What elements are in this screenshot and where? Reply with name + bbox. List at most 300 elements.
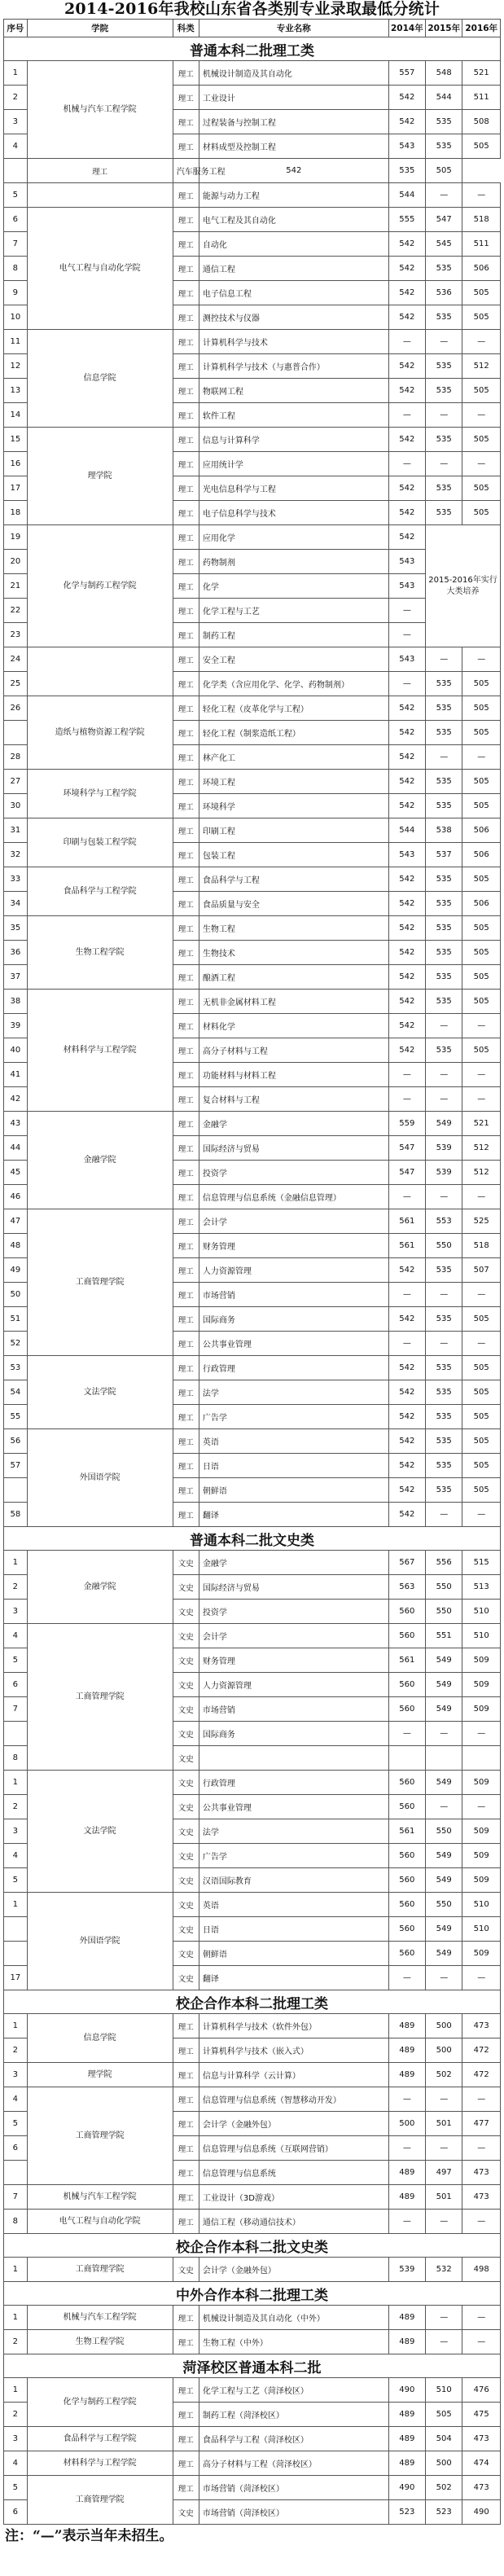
table-row bbox=[4, 770, 501, 794]
score-2016-cell: — bbox=[462, 745, 501, 770]
kind-cell: 理工 bbox=[173, 672, 199, 696]
major-cell: 信息管理与信息系统（互联网营销） bbox=[199, 2136, 388, 2161]
score-2016-cell: 509 bbox=[462, 1771, 501, 1795]
score-2015-cell: 538 bbox=[426, 818, 462, 843]
kind-cell: 理工 bbox=[173, 501, 199, 525]
score-2016-cell: 506 bbox=[462, 892, 501, 916]
score-2014-cell: 542 bbox=[388, 916, 425, 941]
college-cell: 生物工程学院 bbox=[27, 2330, 173, 2354]
score-2016-cell: 512 bbox=[462, 1161, 501, 1185]
score-2014-cell: 489 bbox=[388, 2403, 425, 2427]
major-cell: 计算机科学与技术（嵌入式） bbox=[199, 2038, 388, 2063]
score-2014-cell: 500 bbox=[388, 2112, 425, 2136]
kind-cell: 理工 bbox=[173, 843, 199, 867]
major-cell: 通信工程（移动通信技术） bbox=[199, 2210, 388, 2234]
score-2015-cell: 535 bbox=[426, 770, 462, 794]
seq-cell: 1 bbox=[4, 1771, 28, 1795]
seq-cell: 50 bbox=[4, 1283, 28, 1307]
section-header-row bbox=[4, 2354, 501, 2378]
seq-cell: 16 bbox=[4, 452, 28, 476]
kind-cell: 理工 bbox=[173, 1307, 199, 1332]
score-2015-cell: 535 bbox=[426, 867, 462, 892]
seq-cell: 2 bbox=[4, 1575, 28, 1600]
score-2015-cell: — bbox=[426, 403, 462, 428]
seq-cell: 26 bbox=[4, 696, 28, 721]
score-2016-cell: 508 bbox=[462, 110, 501, 134]
score-2016-cell: 505 bbox=[426, 159, 462, 183]
score-2016-cell: 515 bbox=[462, 1551, 501, 1575]
kind-cell: 理工 bbox=[173, 330, 199, 354]
college-cell: 食品科学与工程学院 bbox=[27, 867, 173, 916]
score-2014-cell: 489 bbox=[388, 2014, 425, 2038]
seq-cell: 54 bbox=[4, 1380, 28, 1405]
kind-cell: 理工 bbox=[173, 2185, 199, 2210]
score-2015-cell: — bbox=[426, 330, 462, 354]
major-cell: 高分子材料与工程（菏泽校区） bbox=[199, 2451, 388, 2476]
score-2014-cell: 489 bbox=[388, 2185, 425, 2210]
score-2015-cell: 551 bbox=[426, 1624, 462, 1648]
score-2014-cell: 567 bbox=[388, 1551, 425, 1575]
seq-cell bbox=[4, 1942, 28, 1966]
score-2016-cell: 473 bbox=[462, 2476, 501, 2500]
score-2016-cell: 505 bbox=[462, 1356, 501, 1380]
score-2014-cell: 544 bbox=[388, 183, 425, 208]
major-cell: 机械设计制造及其自动化（中外） bbox=[199, 2306, 388, 2330]
score-2015-cell: 549 bbox=[426, 1112, 462, 1136]
table-body bbox=[4, 37, 501, 2525]
major-cell: 安全工程 bbox=[199, 647, 388, 672]
table-row bbox=[4, 990, 501, 1014]
seq-cell: 41 bbox=[4, 1063, 28, 1087]
score-2014-cell: 559 bbox=[388, 1112, 425, 1136]
kind-cell: 理工 bbox=[173, 2451, 199, 2476]
kind-cell: 理工 bbox=[173, 1087, 199, 1112]
table-row bbox=[4, 916, 501, 941]
seq-cell: 6 bbox=[4, 1673, 28, 1697]
seq-cell: 2 bbox=[4, 86, 28, 110]
seq-cell: 3 bbox=[4, 2427, 28, 2451]
score-2014-cell: — bbox=[388, 1283, 425, 1307]
seq-cell: 5 bbox=[4, 183, 28, 208]
kind-cell: 理工 bbox=[173, 2038, 199, 2063]
kind-cell: 文史 bbox=[173, 1746, 199, 1771]
college-cell: 金融学院 bbox=[27, 1112, 173, 1209]
seq-cell: 25 bbox=[4, 672, 28, 696]
seq-cell: 11 bbox=[4, 330, 28, 354]
kind-cell: 理工 bbox=[173, 965, 199, 990]
score-2014-cell: 560 bbox=[388, 1771, 425, 1795]
score-2014-cell: 542 bbox=[388, 721, 425, 745]
score-2016-cell: — bbox=[462, 1283, 501, 1307]
kind-cell: 文史 bbox=[173, 2500, 199, 2525]
score-2016-cell: 505 bbox=[462, 916, 501, 941]
score-2015-cell: 535 bbox=[426, 941, 462, 965]
score-2014-cell: 560 bbox=[388, 1795, 425, 1819]
kind-cell: 理工 bbox=[173, 574, 199, 599]
score-2016-cell: 505 bbox=[462, 134, 501, 159]
seq-cell: 44 bbox=[4, 1136, 28, 1161]
score-2015-cell: — bbox=[426, 2306, 462, 2330]
kind-cell: 理工 bbox=[173, 1454, 199, 1478]
major-cell: 电子信息科学与技术 bbox=[199, 501, 388, 525]
score-2015-cell: 549 bbox=[426, 1942, 462, 1966]
kind-cell: 理工 bbox=[173, 1258, 199, 1283]
college-cell: 工商管理学院 bbox=[27, 2258, 173, 2282]
score-2016-cell: 505 bbox=[462, 941, 501, 965]
table-row bbox=[4, 2258, 501, 2282]
score-2016-cell: 505 bbox=[462, 1307, 501, 1332]
kind-cell: 文史 bbox=[173, 1575, 199, 1600]
kind-cell: 理工 bbox=[173, 281, 199, 305]
score-2014-cell: — bbox=[388, 330, 425, 354]
table-row bbox=[4, 2014, 501, 2038]
seq-cell: 48 bbox=[4, 1234, 28, 1258]
seq-cell: 2 bbox=[4, 2403, 28, 2427]
table-row bbox=[4, 2185, 501, 2210]
score-2015-cell: — bbox=[426, 1795, 462, 1819]
table-row bbox=[4, 525, 501, 550]
table-row bbox=[4, 1356, 501, 1380]
score-2014-cell: 542 bbox=[388, 525, 425, 550]
seq-cell: 55 bbox=[4, 1405, 28, 1429]
score-2016-cell: — bbox=[462, 403, 501, 428]
score-2015-cell: — bbox=[426, 2330, 462, 2354]
score-2015-cell: 545 bbox=[426, 232, 462, 257]
score-2015-cell: 535 bbox=[426, 501, 462, 525]
kind-cell: 文史 bbox=[173, 1942, 199, 1966]
score-2015-cell: 535 bbox=[426, 696, 462, 721]
table-row bbox=[4, 2063, 501, 2087]
kind-cell: 理工 bbox=[173, 1380, 199, 1405]
kind-cell: 理工 bbox=[173, 867, 199, 892]
score-2014-cell: 560 bbox=[388, 1868, 425, 1893]
score-2016-cell: — bbox=[462, 2330, 501, 2354]
score-2014-cell: 542 bbox=[388, 476, 425, 501]
seq-cell: 5 bbox=[4, 2112, 28, 2136]
seq-cell: 8 bbox=[4, 257, 28, 281]
score-2015-cell: 549 bbox=[426, 1771, 462, 1795]
score-2014-cell: — bbox=[388, 623, 425, 647]
kind-cell: 文史 bbox=[173, 2258, 199, 2282]
kind-cell: 理工 bbox=[173, 1503, 199, 1527]
kind-cell: 理工 bbox=[173, 1161, 199, 1185]
score-2014-cell: 542 bbox=[388, 110, 425, 134]
section-header-row bbox=[4, 2234, 501, 2258]
kind-cell: 理工 bbox=[173, 941, 199, 965]
score-2014-cell: 542 bbox=[388, 1356, 425, 1380]
seq-cell: 1 bbox=[4, 1893, 28, 1917]
score-2015-cell: 535 bbox=[426, 379, 462, 403]
kind-cell: 理工 bbox=[173, 61, 199, 86]
kind-cell: 理工 bbox=[173, 257, 199, 281]
score-2016-cell: 505 bbox=[462, 721, 501, 745]
kind-cell: 理工 bbox=[173, 2476, 199, 2500]
major-cell: 材料成型及控制工程 bbox=[199, 134, 388, 159]
kind-cell: 理工 bbox=[173, 770, 199, 794]
score-2016-cell: — bbox=[462, 1087, 501, 1112]
kind-cell: 文史 bbox=[173, 1819, 199, 1844]
college-cell: 化学与制药工程学院 bbox=[27, 2378, 173, 2427]
score-2016-cell: — bbox=[462, 1185, 501, 1209]
score-2015-cell: 550 bbox=[426, 1893, 462, 1917]
score-2014-cell: 542 bbox=[388, 257, 425, 281]
score-2014-cell: 542 bbox=[388, 1307, 425, 1332]
score-2016-cell: 505 bbox=[462, 281, 501, 305]
college-cell: 电气工程与自动化学院 bbox=[27, 208, 173, 330]
seq-cell: 6 bbox=[4, 2500, 28, 2525]
major-cell: 轻化工程（皮革化学与工程） bbox=[199, 696, 388, 721]
kind-cell: 文史 bbox=[173, 1600, 199, 1624]
score-2014-cell: 542 bbox=[388, 990, 425, 1014]
kind-cell: 理工 bbox=[173, 745, 199, 770]
major-cell: 复合材料与工程 bbox=[199, 1087, 388, 1112]
major-cell: 金融学 bbox=[199, 1112, 388, 1136]
seq-cell: 27 bbox=[4, 770, 28, 794]
score-2016-cell: 509 bbox=[462, 1819, 501, 1844]
seq-cell: 19 bbox=[4, 525, 28, 550]
seq-cell: 37 bbox=[4, 965, 28, 990]
table-row bbox=[4, 1771, 501, 1795]
seq-cell: 1 bbox=[4, 2258, 28, 2282]
kind-cell: 文史 bbox=[173, 1868, 199, 1893]
score-2016-cell: 505 bbox=[462, 770, 501, 794]
seq-cell: 30 bbox=[4, 794, 28, 818]
seq-cell: 15 bbox=[4, 428, 28, 452]
score-2015-cell: 535 bbox=[426, 916, 462, 941]
kind-cell: 理工 bbox=[173, 2063, 199, 2087]
table-row bbox=[4, 1551, 501, 1575]
seq-cell: 2 bbox=[4, 2330, 28, 2354]
section-title: 菏泽校区普通本科二批 bbox=[4, 2354, 501, 2378]
score-2016-cell: 510 bbox=[462, 1917, 501, 1942]
major-cell: 物联网工程 bbox=[199, 379, 388, 403]
score-2015-cell: 548 bbox=[426, 61, 462, 86]
score-2015-cell bbox=[426, 1746, 462, 1771]
score-2014-cell: 561 bbox=[388, 1648, 425, 1673]
score-2015-cell: 535 bbox=[426, 892, 462, 916]
header-kind: 科类 bbox=[173, 20, 199, 37]
score-2015-cell: 535 bbox=[426, 672, 462, 696]
score-2015-cell: 535 bbox=[426, 1038, 462, 1063]
score-2015-cell: 535 bbox=[426, 305, 462, 330]
table-row bbox=[4, 1624, 501, 1648]
major-cell: 计算机科学与技术 bbox=[199, 330, 388, 354]
college-cell: 理学院 bbox=[27, 428, 173, 525]
seq-cell: 21 bbox=[4, 574, 28, 599]
major-cell: 信息管理与信息系统 bbox=[199, 2161, 388, 2185]
score-2014-cell: 543 bbox=[388, 550, 425, 574]
table-row bbox=[4, 696, 501, 721]
score-2014-cell: 542 bbox=[388, 941, 425, 965]
score-2014-cell: — bbox=[388, 1332, 425, 1356]
score-2015-cell: — bbox=[426, 1332, 462, 1356]
seq-cell: 34 bbox=[4, 892, 28, 916]
score-2014-cell: — bbox=[388, 2210, 425, 2234]
college-cell: 工商管理学院 bbox=[27, 2476, 173, 2525]
kind-cell: 理工 bbox=[173, 208, 199, 232]
seq-cell: 1 bbox=[4, 2014, 28, 2038]
major-cell: 法学 bbox=[199, 1380, 388, 1405]
score-2016-cell: — bbox=[462, 1332, 501, 1356]
score-2015-cell: 500 bbox=[426, 2038, 462, 2063]
score-2015-cell: 535 bbox=[426, 134, 462, 159]
section-title: 中外合作本科二批理工类 bbox=[4, 2282, 501, 2306]
score-2015-cell: 532 bbox=[426, 2258, 462, 2282]
score-2015-cell: 504 bbox=[426, 2427, 462, 2451]
kind-cell: 理工 bbox=[173, 2427, 199, 2451]
college-cell: 金融学院 bbox=[27, 1551, 173, 1624]
section-header-row bbox=[4, 37, 501, 61]
kind-cell: 理工 bbox=[173, 2330, 199, 2354]
major-cell: 市场营销 bbox=[199, 1283, 388, 1307]
kind-cell: 理工 bbox=[173, 818, 199, 843]
score-2016-cell: 505 bbox=[462, 990, 501, 1014]
seq-cell bbox=[4, 1722, 28, 1746]
kind-cell: 理工 bbox=[173, 2403, 199, 2427]
score-2016-cell: — bbox=[462, 647, 501, 672]
score-2016-cell: 473 bbox=[462, 2161, 501, 2185]
major-cell: 翻译 bbox=[199, 1503, 388, 1527]
score-2015-cell: 535 bbox=[426, 476, 462, 501]
seq-cell: 42 bbox=[4, 1087, 28, 1112]
score-2014-cell: 489 bbox=[388, 2161, 425, 2185]
score-2016-cell: 509 bbox=[462, 1648, 501, 1673]
seq-cell: 31 bbox=[4, 818, 28, 843]
score-2014-cell: 542 bbox=[388, 428, 425, 452]
kind-cell: 理工 bbox=[27, 159, 173, 183]
header-major: 专业名称 bbox=[199, 20, 388, 37]
kind-cell: 理工 bbox=[173, 2161, 199, 2185]
score-2015-cell: 535 bbox=[426, 965, 462, 990]
kind-cell: 理工 bbox=[173, 2378, 199, 2403]
seq-cell: 47 bbox=[4, 1209, 28, 1234]
kind-cell: 理工 bbox=[173, 403, 199, 428]
seq-cell: 4 bbox=[4, 1844, 28, 1868]
score-2015-cell: 535 bbox=[426, 990, 462, 1014]
major-cell: 汽车服务工程 bbox=[173, 159, 199, 183]
college-cell: 化学与制药工程学院 bbox=[27, 525, 173, 647]
seq-cell: 9 bbox=[4, 281, 28, 305]
header-seq: 序号 bbox=[4, 20, 28, 37]
kind-cell: 理工 bbox=[173, 354, 199, 379]
major-cell: 信息与计算科学 bbox=[199, 428, 388, 452]
seq-cell bbox=[4, 1478, 28, 1503]
major-cell: 投资学 bbox=[199, 1600, 388, 1624]
major-cell: 公共事业管理 bbox=[199, 1795, 388, 1819]
table-row bbox=[4, 2476, 501, 2500]
college-cell: 环境科学与工程学院 bbox=[27, 770, 173, 818]
score-2015-cell: 550 bbox=[426, 1819, 462, 1844]
score-2016-cell: 507 bbox=[462, 1258, 501, 1283]
major-cell: 材料化学 bbox=[199, 1014, 388, 1038]
score-2015-cell: — bbox=[426, 2136, 462, 2161]
seq-cell: 17 bbox=[4, 1966, 28, 1990]
seq-cell: 5 bbox=[4, 2476, 28, 2500]
seq-cell bbox=[4, 159, 28, 183]
score-2016-cell: 472 bbox=[462, 2063, 501, 2087]
major-cell: 生物工程 bbox=[199, 916, 388, 941]
score-2016-cell: 505 bbox=[462, 1405, 501, 1429]
kind-cell: 理工 bbox=[173, 379, 199, 403]
college-cell: 造纸与植物资源工程学院 bbox=[27, 696, 173, 770]
score-2016-cell: 505 bbox=[462, 1454, 501, 1478]
score-2015-cell: 549 bbox=[426, 1648, 462, 1673]
score-2015-cell: 549 bbox=[426, 1673, 462, 1697]
major-cell: 广告学 bbox=[199, 1405, 388, 1429]
score-2014-cell bbox=[388, 1746, 425, 1771]
score-2014-cell: 542 bbox=[388, 305, 425, 330]
seq-cell: 7 bbox=[4, 232, 28, 257]
score-2015-cell: — bbox=[426, 745, 462, 770]
major-cell: 自动化 bbox=[199, 232, 388, 257]
score-2014-cell: 542 bbox=[388, 1454, 425, 1478]
kind-cell: 理工 bbox=[173, 1112, 199, 1136]
seq-cell: 36 bbox=[4, 941, 28, 965]
score-2014-cell: 543 bbox=[388, 647, 425, 672]
major-cell: 市场营销（菏泽校区） bbox=[199, 2476, 388, 2500]
kind-cell: 理工 bbox=[173, 2136, 199, 2161]
seq-cell: 17 bbox=[4, 476, 28, 501]
major-cell: 日语 bbox=[199, 1454, 388, 1478]
score-2014-cell: 542 bbox=[388, 770, 425, 794]
score-2015-cell: 535 bbox=[426, 1307, 462, 1332]
score-2014-cell: 561 bbox=[388, 1234, 425, 1258]
college-cell: 文法学院 bbox=[27, 1356, 173, 1429]
score-2016-cell: 505 bbox=[462, 379, 501, 403]
seq-cell: 10 bbox=[4, 305, 28, 330]
score-2016-cell: 512 bbox=[462, 354, 501, 379]
score-2015-cell: 535 bbox=[426, 1454, 462, 1478]
score-2014-cell: 560 bbox=[388, 1697, 425, 1722]
score-2015-cell: 535 bbox=[426, 1478, 462, 1503]
seq-cell: 5 bbox=[4, 1868, 28, 1893]
score-2016-cell: — bbox=[462, 1503, 501, 1527]
score-2014-cell: 560 bbox=[388, 1942, 425, 1966]
table-row bbox=[4, 1429, 501, 1454]
score-2015-cell: 544 bbox=[426, 86, 462, 110]
score-2015-cell: 549 bbox=[426, 1917, 462, 1942]
kind-cell: 理工 bbox=[173, 2210, 199, 2234]
score-2016-cell: 498 bbox=[462, 2258, 501, 2282]
score-2014-cell: 542 bbox=[388, 1014, 425, 1038]
score-2015-cell: 535 bbox=[426, 1356, 462, 1380]
kind-cell: 文史 bbox=[173, 1844, 199, 1868]
major-cell: 化学工程与工艺 bbox=[199, 599, 388, 623]
score-2014-cell: 489 bbox=[388, 2038, 425, 2063]
score-2015-cell: 535 bbox=[426, 110, 462, 134]
score-2016-cell: 513 bbox=[462, 1575, 501, 1600]
score-2016-cell: — bbox=[462, 2087, 501, 2112]
kind-cell: 理工 bbox=[173, 892, 199, 916]
kind-cell: 理工 bbox=[173, 721, 199, 745]
kind-cell: 理工 bbox=[173, 1063, 199, 1087]
score-2015-cell: 535 bbox=[426, 1258, 462, 1283]
score-2016-cell: 474 bbox=[462, 2451, 501, 2476]
score-2014-cell: 557 bbox=[388, 61, 425, 86]
seq-cell: 8 bbox=[4, 1746, 28, 1771]
score-2014-cell: 542 bbox=[388, 1429, 425, 1454]
table-row bbox=[4, 2087, 501, 2112]
kind-cell: 理工 bbox=[173, 1405, 199, 1429]
major-cell: 人力资源管理 bbox=[199, 1258, 388, 1283]
kind-cell: 文史 bbox=[173, 1648, 199, 1673]
score-2014-cell: — bbox=[388, 1722, 425, 1746]
score-2015-cell: 549 bbox=[426, 1868, 462, 1893]
score-2016-cell: 509 bbox=[462, 1844, 501, 1868]
kind-cell: 理工 bbox=[173, 1209, 199, 1234]
section-title: 校企合作本科二批文史类 bbox=[4, 2234, 501, 2258]
score-2016-cell: 505 bbox=[462, 1038, 501, 1063]
